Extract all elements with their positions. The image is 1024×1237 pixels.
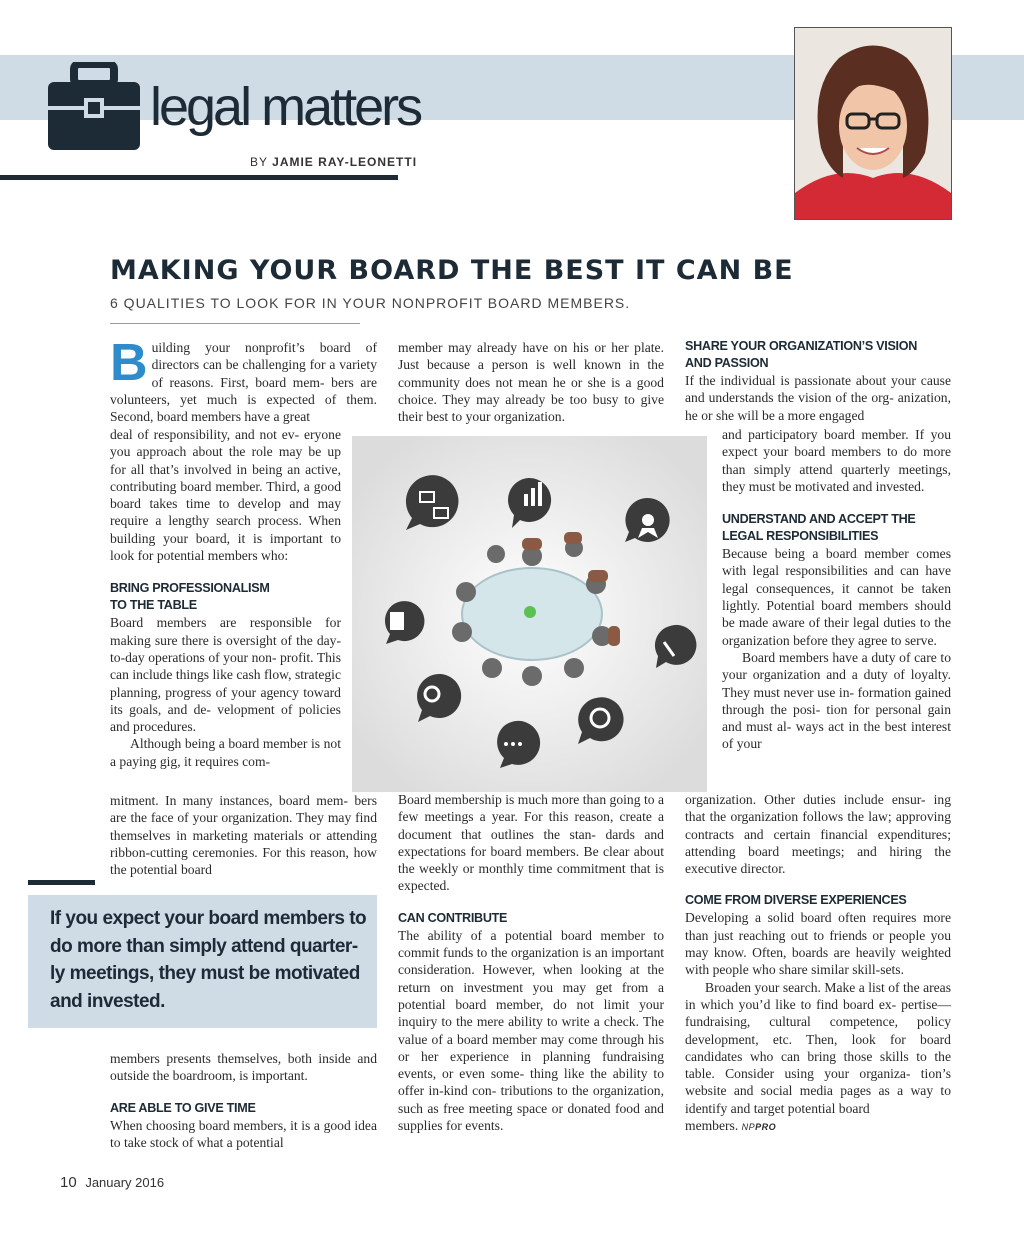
text-line: is not a paying gig, it requires com-: [110, 736, 341, 769]
text-line: uilding your nonprofit’s board of: [151, 340, 377, 355]
text-line: flow, strategic planning, progress of: [110, 667, 341, 700]
text-line: to a few meetings a year. For this reason,: [398, 792, 664, 825]
column-3-bottom: [685, 791, 951, 1136]
heading-line: TO THE TABLE: [110, 598, 197, 613]
text-line: approving contracts and certain financial: [685, 809, 951, 842]
text-line: Be clear about the weekly or monthly time: [398, 843, 664, 877]
text-line: members presents themselves, both inside: [110, 1051, 351, 1066]
text-line: day-to-day operations of your non-: [110, 632, 341, 665]
column-2-top: [398, 339, 664, 425]
heading-legal: [722, 511, 951, 545]
text-line: them. Second, board members have a great: [110, 391, 377, 425]
text-line: heavily weighted with people who share: [685, 945, 951, 978]
text-line: care to your organization and a duty: [722, 649, 951, 683]
column-1-intro: [110, 334, 377, 425]
text-line: member. Third, a good board takes: [110, 478, 341, 512]
byline-author: JAMIE RAY-LEONETTI: [272, 155, 418, 169]
heading-line: AND PASSION: [685, 356, 769, 370]
text-line: commitment that is expected.: [398, 861, 664, 894]
subtitle-rule: [110, 323, 360, 324]
heading-line: BRING PROFESSIONALISM: [110, 581, 270, 596]
issue-date: January 2016: [85, 1175, 165, 1190]
text-line: tion for personal gain and must al-: [722, 701, 951, 735]
text-line: of loyalty. They must never use in-: [722, 667, 951, 700]
page-number: 10: [60, 1174, 77, 1191]
text-line: or attending ribbon-cutting ceremonies.: [110, 827, 378, 860]
text-line: way to identify and target potential board: [685, 1083, 951, 1116]
text-line: meetings, they must be motivated and: [722, 461, 951, 494]
text-line: write a check. The value of a board member: [398, 1014, 664, 1047]
column-1-continued: [110, 792, 377, 878]
text-line: The ability of a potential board member: [398, 927, 645, 943]
article-title: MAKING YOUR BOARD THE BEST IT CAN BE: [110, 255, 794, 286]
header-rule: [0, 175, 398, 180]
text-line: invested.: [875, 478, 925, 494]
article-subtitle: 6 QUALITIES TO LOOK FOR IN YOUR NONPROFIT BOARD MEMBERS.: [110, 295, 631, 311]
heading-vision: [685, 338, 951, 372]
text-line: For this reason, how the potential board: [110, 844, 377, 878]
text-line: with legal responsibilities and can: [722, 563, 919, 579]
text-line: being an active, contributing board: [110, 461, 341, 494]
text-line: Broaden your search. Make a list of the: [705, 979, 920, 995]
text-line: create a document that outlines the stan-: [398, 809, 664, 842]
text-line: policy development, etc. Then, look for: [685, 1014, 952, 1047]
text-line: tributions to the organization, such as free: [398, 1083, 664, 1116]
text-line: duties to the organization before they: [722, 615, 952, 648]
text-line: deal of responsibility, and not ev-: [110, 427, 300, 442]
text-line: plate. Just because a person is well known: [398, 340, 664, 373]
text-line: busy to give their best to your organization.: [398, 391, 664, 425]
text-line: velopment of policies and procedures.: [110, 701, 341, 735]
text-line: you expect your board members to: [722, 427, 951, 460]
text-line: formation gained through the posi-: [722, 684, 951, 717]
text-line: profit. This can include things like cash: [110, 649, 341, 683]
text-line: Developing a solid board often requires: [685, 910, 917, 926]
heading-line: UNDERSTAND AND ACCEPT THE: [722, 512, 916, 527]
heading-line: SHARE YOUR ORGANIZATION’S VISION: [685, 339, 918, 353]
text-line: looking at the return on investment you: [398, 962, 664, 995]
text-line: Although being a board member: [130, 736, 308, 752]
text-line: member may already have on his or her: [398, 340, 629, 355]
text-line: thing like the ability to offer in-kind con-: [398, 1066, 664, 1099]
text-line: directors can be challenging for a: [151, 357, 336, 373]
text-line: pertise—fundraising, cultural competence,: [685, 996, 951, 1030]
signoff-np: NP: [741, 1122, 756, 1133]
text-line: cause and understands the vision of the org-: [685, 373, 951, 406]
column-3-top: [685, 338, 951, 424]
text-line: dards and expectations for board members.: [398, 826, 664, 859]
text-line: your agency toward its goals, and de-: [110, 684, 341, 717]
byline-prefix: BY: [250, 155, 268, 169]
text-line: meeting space or donated food and supplies: [398, 1100, 664, 1134]
text-line: good idea to take stock of what a potential: [110, 1117, 378, 1150]
text-line: lengthy search process. When building: [110, 513, 341, 546]
pull-quote-line: and invested.: [50, 990, 165, 1012]
drop-cap: B: [110, 334, 148, 392]
column-3-narrow: [722, 426, 951, 753]
heading-line: LEGAL RESPONSIBILITIES: [722, 529, 879, 544]
text-line: ways act in the best interest of your: [722, 719, 951, 752]
text-line: may be up for all that’s involved in: [110, 444, 341, 477]
text-line: time to develop and may require a: [110, 496, 341, 529]
text-line: to the table. Consider using your organiza-: [685, 1048, 951, 1082]
heading-professionalism: [110, 580, 341, 614]
text-line: to commit funds to the organization is an: [398, 927, 664, 961]
text-line: agree to serve.: [858, 632, 937, 648]
board-meeting-illustration: [352, 436, 707, 792]
byline: [250, 155, 417, 169]
text-line: Board members have a duty of: [742, 649, 911, 665]
text-line: your board, it is important to look for: [110, 530, 341, 564]
text-line: may find themselves in marketing materials: [110, 810, 377, 843]
pull-quote-line: do more than simply attend quarter-: [50, 935, 358, 957]
text-line: ing that the organization follows the law;: [685, 792, 951, 825]
text-line: anization, he or she will be a more engaged: [685, 390, 951, 423]
text-line: may come through his or her experience in: [398, 1031, 664, 1064]
pull-quote-rule: [28, 880, 95, 885]
text-line: members.: [685, 1118, 739, 1134]
text-line: planning fundraising events, or even some-: [398, 1048, 665, 1082]
briefcase-icon: [48, 62, 140, 152]
text-line: eryone you approach about the role: [110, 427, 341, 460]
column-2-body: [398, 791, 664, 1134]
text-line: and participatory board member. If: [722, 427, 925, 442]
text-line: board candidates who can bring those skills: [685, 1031, 951, 1064]
heading-can-contribute: CAN CONTRIBUTE: [398, 910, 508, 925]
text-line: Board membership is much more than going: [398, 792, 641, 807]
text-line: people you may know. Often, boards are: [685, 927, 951, 961]
heading-give-time: ARE ABLE TO GIVE TIME: [110, 1100, 256, 1115]
text-line: and outside the boardroom, is important.: [110, 1051, 377, 1084]
text-line: variety of reasons. First, board mem-: [151, 357, 377, 390]
author-photo: [794, 27, 952, 220]
text-line: making sure there is oversight of the: [110, 632, 313, 648]
text-line: If the individual is passionate about your: [685, 373, 916, 388]
pull-quote-line: ly meetings, they must be motivated: [50, 963, 360, 984]
column-1-bottom: [110, 1050, 377, 1151]
text-line: bers are volunteers, yet much is expected of: [110, 374, 377, 407]
text-line: not limit your inquiry to the mere ability to: [398, 996, 665, 1030]
text-line: similar skill-sets.: [811, 962, 904, 978]
column-1-body: [110, 426, 341, 770]
text-line: areas in which you’d like to find board ex-: [685, 979, 951, 1012]
text-line: tion’s website and social media pages as a: [685, 1066, 951, 1099]
text-line: important consideration. However, when: [398, 945, 665, 978]
text-line: mitment. In many instances, board mem-: [110, 793, 348, 808]
text-line: Because being a board member comes: [722, 546, 951, 562]
pull-quote-line: If you expect your board members to: [50, 908, 367, 929]
npro-signoff: [742, 1122, 777, 1132]
text-line: When choosing board members, it is a: [110, 1117, 320, 1133]
text-line: more than just reaching out to friends or: [685, 910, 951, 943]
text-line: may get from a potential board member, do: [398, 979, 665, 1012]
text-line: have legal consequences, it cannot be: [722, 563, 951, 596]
heading-diverse: COME FROM DIVERSE EXPERIENCES: [685, 893, 907, 908]
text-line: expenditures; attending board meetings; and: [685, 826, 951, 859]
text-line: for events.: [445, 1118, 504, 1134]
text-line: bers are the face of your organization. They: [110, 793, 377, 826]
text-line: taken lightly. Potential board members: [722, 580, 952, 614]
text-line: is a good choice. They may already be too: [398, 374, 664, 407]
text-line: should be made aware of their legal: [722, 598, 951, 631]
text-line: Board members are responsible for: [110, 615, 341, 631]
pull-quote: [28, 895, 377, 1028]
page-footer: [60, 1174, 164, 1191]
text-line: hiring the executive director.: [685, 843, 951, 877]
text-line: potential members who:: [156, 548, 289, 564]
text-line: organization. Other duties include ensur-: [685, 792, 926, 807]
text-line: do more than simply attend quarterly: [722, 444, 951, 477]
section-title: legal matters: [150, 77, 421, 137]
text-line: in the community does not mean he or she: [398, 357, 664, 390]
signoff-pro: PRO: [755, 1122, 777, 1133]
